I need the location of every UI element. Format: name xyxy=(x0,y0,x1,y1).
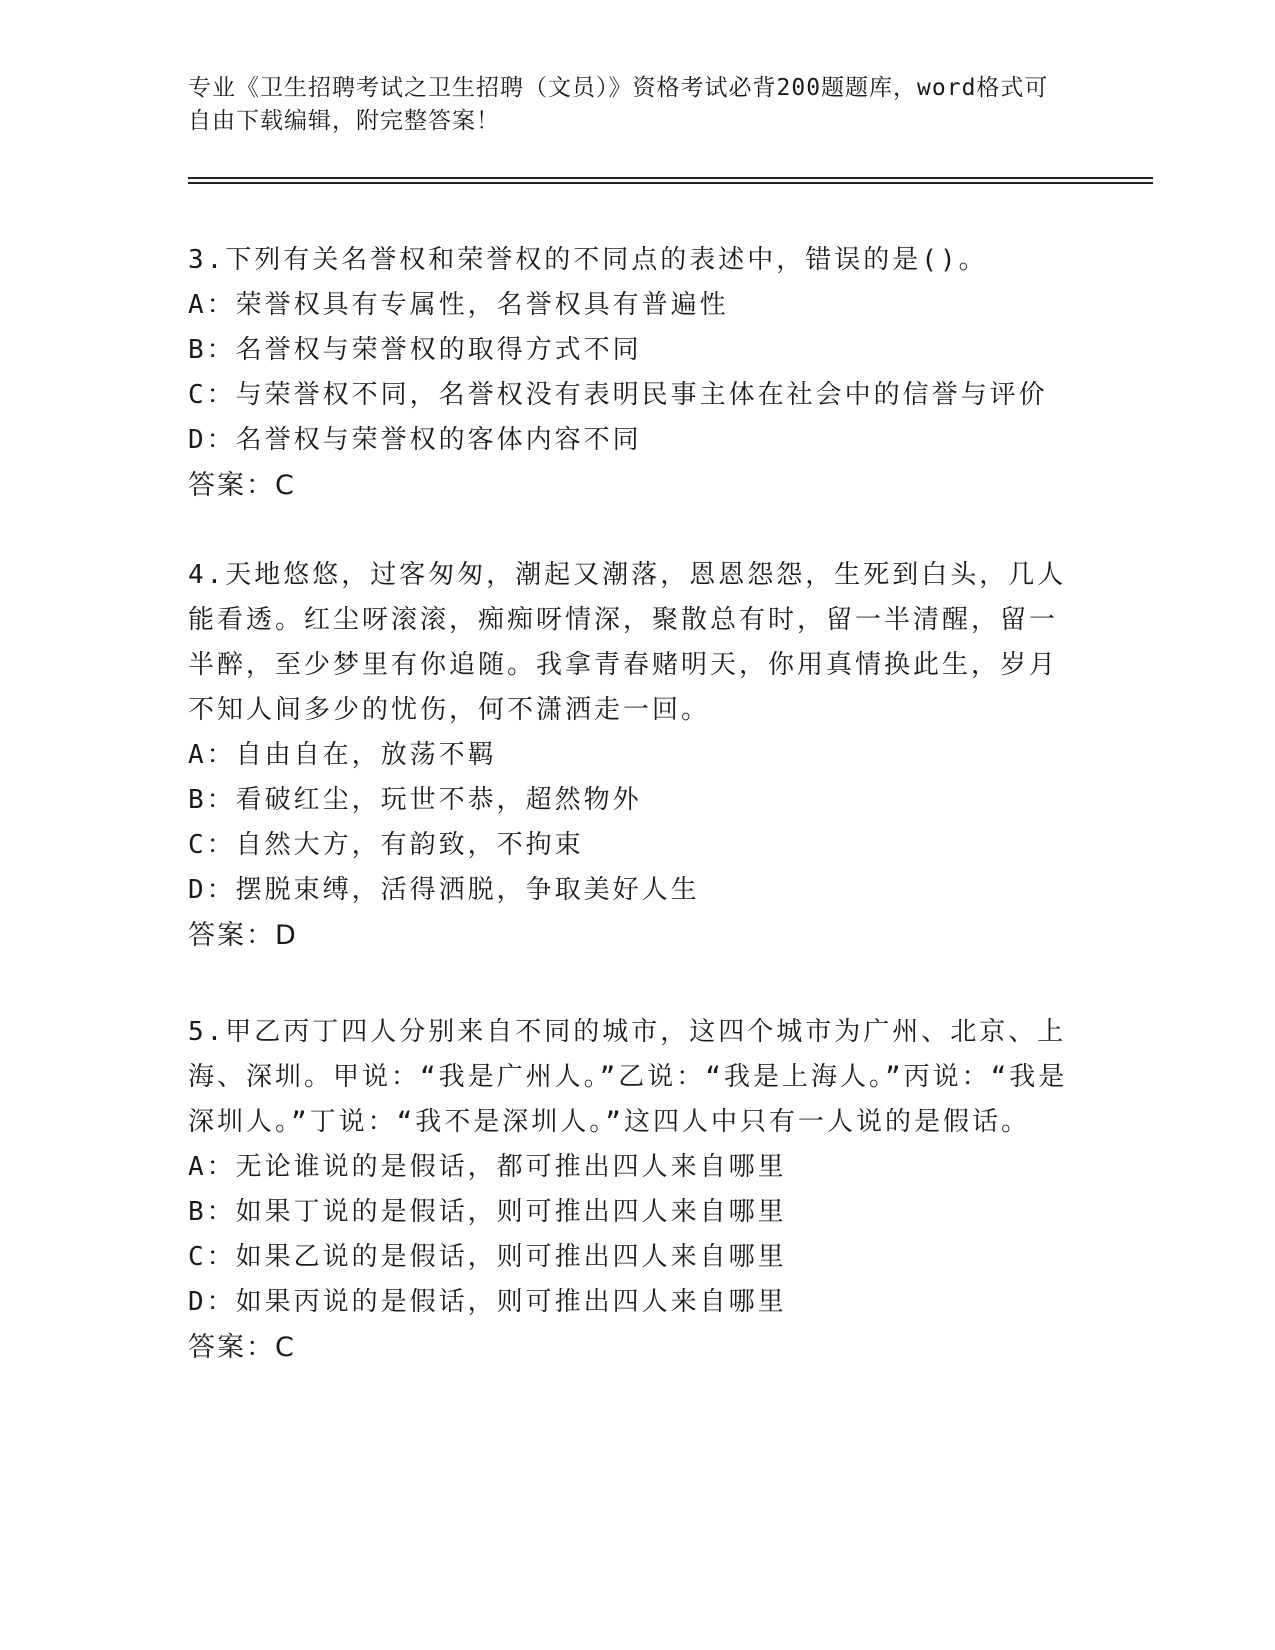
option-c: C：如果乙说的是假话，则可推出四人来自哪里 xyxy=(188,1242,787,1272)
header-rule-top xyxy=(188,177,1153,179)
option-a: A：无论谁说的是假话，都可推出四人来自哪里 xyxy=(188,1152,787,1182)
option-c: C：自然大方，有韵致，不拘束 xyxy=(188,830,584,860)
option-d: D：名誉权与荣誉权的客体内容不同 xyxy=(188,425,642,455)
question-4 xyxy=(188,553,1068,958)
question-stem: 3.下列有关名誉权和荣誉权的不同点的表述中，错误的是()。 xyxy=(188,245,988,275)
option-b: B：看破红尘，玩世不恭，超然物外 xyxy=(188,785,642,815)
document-header: 专业《卫生招聘考试之卫生招聘（文员）》资格考试必背200题题库，word格式可自由下载编辑，附完整答案！ xyxy=(188,75,1049,134)
question-stem: 4.天地悠悠，过客匆匆，潮起又潮落，恩恩怨怨，生死到白头，几人能看透。红尘呀滚滚，痴痴呀情深，聚散总有时，留一半清醒，留一半醉，至少梦里有你追随。我拿青春赌明天，你用真情换此生，岁月不知人间多少的忧伤，何不潇洒走一回。 xyxy=(188,560,1067,725)
option-c: C：与荣誉权不同，名誉权没有表明民事主体在社会中的信誉与评价 xyxy=(188,380,1048,410)
option-a: A：荣誉权具有专属性，名誉权具有普遍性 xyxy=(188,290,729,320)
question-3 xyxy=(188,238,1068,508)
option-b: B：名誉权与荣誉权的取得方式不同 xyxy=(188,335,642,365)
answer: 答案：C xyxy=(188,470,296,501)
option-b: B：如果丁说的是假话，则可推出四人来自哪里 xyxy=(188,1197,787,1227)
answer: 答案：C xyxy=(188,1332,296,1363)
answer: 答案：D xyxy=(188,920,298,951)
option-a: A：自由自在，放荡不羁 xyxy=(188,740,497,770)
question-stem: 5.甲乙丙丁四人分别来自不同的城市，这四个城市为广州、北京、上海、深圳。甲说：“我是广州人。”乙说：“我是上海人。”丙说：“我是深圳人。”丁说：“我不是深圳人。”这四人中只有一人说的是假话。 xyxy=(188,1017,1068,1137)
option-d: D：摆脱束缚，活得洒脱，争取美好人生 xyxy=(188,875,700,905)
option-d: D：如果丙说的是假话，则可推出四人来自哪里 xyxy=(188,1287,787,1317)
header-rule-bottom xyxy=(188,182,1153,184)
question-5 xyxy=(188,1010,1068,1370)
